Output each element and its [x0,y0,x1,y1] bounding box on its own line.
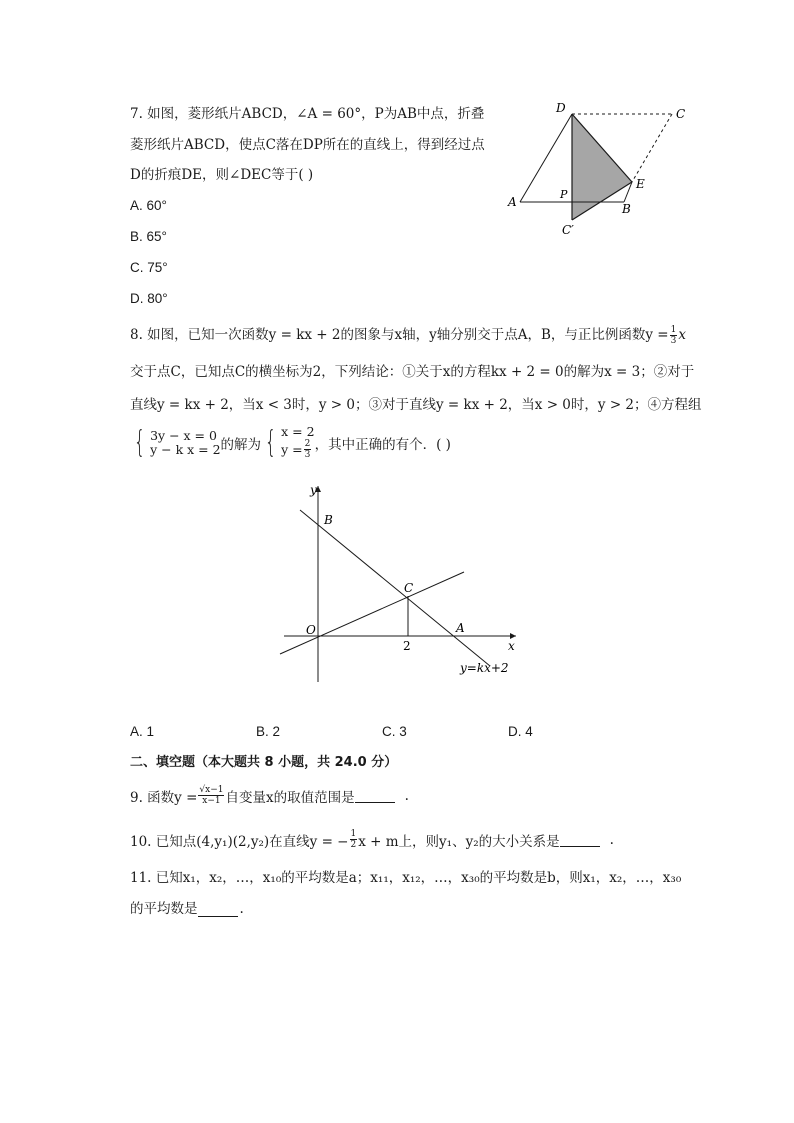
q8-line-1-x: x [678,327,686,343]
q10-line [130,829,614,850]
q11-line-1: 11. 已知x₁，x₂，…，x₁₀的平均数是a；x₁₁，x₁₂，…，x₃₀的平均数是b，则x₁，x₂，…，x₃₀ [130,870,682,886]
q10-prefix: 10. 已知点(4,y₁)(2,y₂)在直线y = − [130,833,349,850]
q8-frac-num: 1 [670,325,677,335]
q8-line-3: 直线y = kx + 2，当x < 3时，y > 0；③对于直线y = kx + 2，当x > 0时，y > 2；④方程组 [130,397,702,413]
q8-line-kx-plus-2 [300,510,490,666]
q9-answer-blank[interactable] [355,788,395,803]
q8-sol-y-fraction [304,439,312,460]
q8-sol-x: x = 2 [281,424,315,439]
q10-end: . [609,831,614,848]
q11-answer-blank[interactable] [198,902,238,917]
q11-line-2 [130,899,244,919]
q8-line-2: 交于点C，已知点C的横坐标为2，下列结论：①关于x的方程kx + 2 = 0的解为x = 3；②对于 [130,364,695,380]
q8-line-4 [130,425,451,460]
q8-label-two: 2 [403,639,411,653]
q9-frac-den: x−1 [202,796,221,806]
q7-line-1: 7. 如图，菱形纸片ABCD，∠A = 60°，P为AB中点，折叠 [130,106,485,122]
q7-edge-ce-dashed [632,114,672,182]
q7-rhombus-figure [500,96,700,241]
q10-answer-blank[interactable] [560,832,600,847]
q8-option-d[interactable]: D. 4 [508,724,533,739]
q10-suffix: x + m上，则y₁、y₂的大小关系是 [358,833,560,850]
q11-end: . [239,901,244,917]
q8-sol-y-num: 2 [304,439,311,449]
q8-coordinate-graph [270,478,530,688]
q8-option-a[interactable]: A. 1 [130,724,155,739]
q7-label-e: E [636,177,645,191]
q7-option-c[interactable]: C. 75° [130,260,168,275]
q9-end: . [404,787,409,804]
q10-frac-num: 1 [350,829,357,839]
q9-prefix: 9. 函数y = [130,789,198,806]
q8-option-c[interactable]: C. 3 [382,724,407,739]
q7-option-b[interactable]: B. 65° [130,229,167,244]
q8-line-1-text: 8. 如图，已知一次函数y = kx + 2的图象与x轴，y轴分别交于点A，B，与正比例函数y = [130,327,669,343]
q8-line-1 [130,325,686,346]
q8-option-b[interactable]: B. 2 [256,724,281,739]
q8-equation-system: { 3y − x = 0 y − k x = 2 [133,424,221,460]
q7-label-b: B [622,202,631,216]
q7-line-3: D的折痕DE，则∠DEC等于( ) [130,167,314,183]
q8-fraction-one-third [670,325,678,346]
q8-sol-y-den: 3 [304,450,311,460]
q9-suffix: 自变量x的取值范围是 [225,789,355,806]
q8-sys-eq-1: 3y − x = 0 [150,427,217,443]
q8-label-y: y [310,483,317,497]
q9-frac-num: √x−1 [199,785,224,795]
q7-option-a[interactable]: A. 60° [130,198,167,213]
q10-fraction [350,829,358,850]
q8-sys-eq-2: y − k x = 2 [150,441,221,457]
q8-label-x: x [508,639,515,653]
q8-label-line: y=kx+2 [460,661,509,675]
q8-frac-den: 3 [670,336,677,346]
q7-label-d: D [556,101,566,115]
q7-option-d[interactable]: D. 80° [130,291,168,306]
q8-sol-y-prefix: y = [281,441,303,457]
q8-label-b: B [324,513,333,527]
q9-fraction [198,785,224,806]
q8-label-o: O [306,623,316,637]
q7-label-p: P [560,188,568,201]
q8-line-one-third-x [280,572,464,654]
q7-line-2: 菱形纸片ABCD，使点C落在DP所在的直线上，得到经过点 [130,137,485,153]
q8-line-4-tail: ，其中正确的有个．( ) [314,436,451,453]
q9-line [130,785,409,806]
q7-label-a: A [508,195,517,209]
section-fill-in-title: 二、填空题（本大题共 8 小题，共 24.0 分） [130,755,398,770]
q8-label-c: C [404,581,414,595]
q7-label-c-prime: C′ [562,223,574,237]
q8-label-a: A [456,621,465,635]
q8-sys-mid-text: 的解为 [220,436,262,453]
q8-solution-system: { x = 2 y = $\frac{2}{3}$ [264,424,315,460]
q10-frac-den: 2 [350,840,357,850]
q7-label-c: C [676,107,686,121]
q11-line-2-text: 的平均数是 [130,901,198,917]
